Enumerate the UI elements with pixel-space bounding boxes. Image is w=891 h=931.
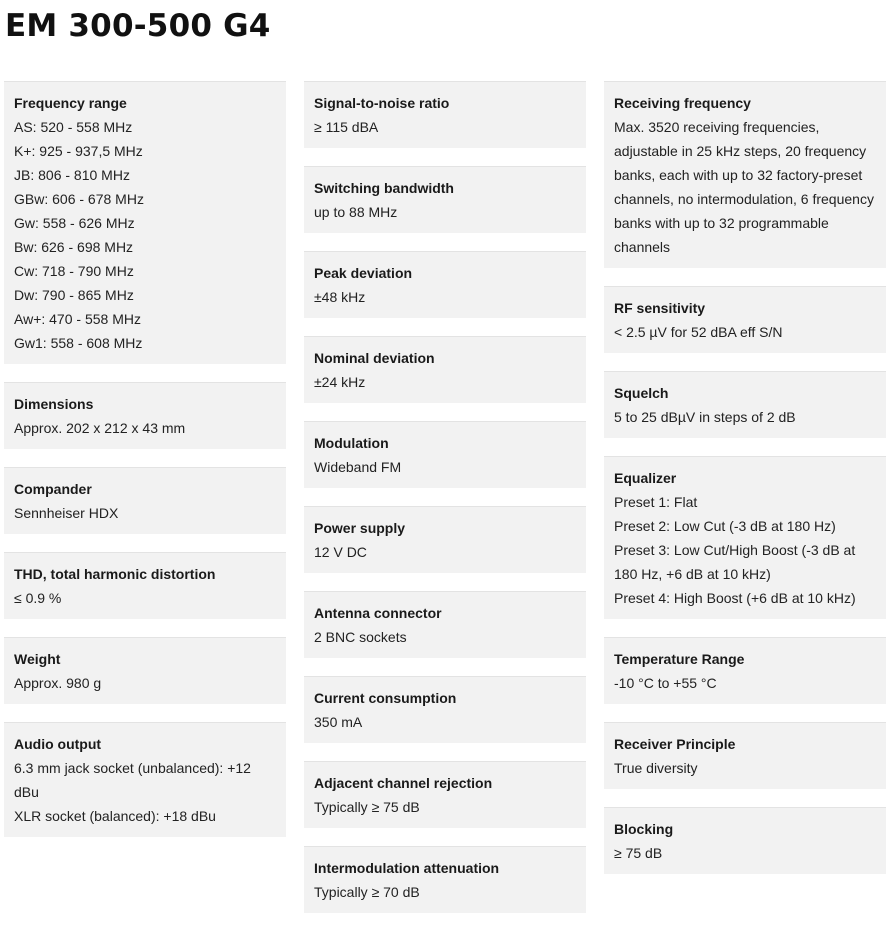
spec-column-2: [304, 81, 586, 931]
spec-value: AS: 520 - 558 MHz: [14, 119, 133, 135]
spec-card-squelch: [604, 371, 886, 438]
spec-value: Preset 2: Low Cut (-3 dB at 180 Hz): [614, 518, 836, 534]
spec-title: Peak deviation: [314, 265, 413, 281]
spec-value: up to 88 MHz: [314, 204, 398, 220]
spec-column-3: [604, 81, 886, 892]
spec-title: Adjacent channel rejection: [314, 775, 493, 791]
spec-title: Nominal deviation: [314, 350, 435, 366]
spec-card-equalizer: [604, 456, 886, 619]
spec-title: Dimensions: [14, 396, 94, 412]
spec-value: Dw: 790 - 865 MHz: [14, 287, 134, 303]
spec-value: 6.3 mm jack socket (unbalanced): +12 dBu: [14, 760, 251, 800]
spec-value: Sennheiser HDX: [14, 505, 119, 521]
spec-title: Switching bandwidth: [314, 180, 454, 196]
spec-value: GBw: 606 - 678 MHz: [14, 191, 144, 207]
spec-card-rf-sensitivity: [604, 286, 886, 353]
spec-value: Preset 1: Flat: [614, 494, 698, 510]
spec-title: Receiver Principle: [614, 736, 736, 752]
spec-column-1: [4, 81, 286, 855]
spec-card-nominal-deviation: [304, 336, 586, 403]
spec-title: Equalizer: [614, 470, 677, 486]
spec-value: 2 BNC sockets: [314, 629, 407, 645]
spec-value: K+: 925 - 937,5 MHz: [14, 143, 143, 159]
spec-card-weight: [4, 637, 286, 704]
spec-value: Typically ≥ 70 dB: [314, 884, 420, 900]
spec-value: JB: 806 - 810 MHz: [14, 167, 130, 183]
spec-value: ≥ 115 dBA: [314, 119, 379, 135]
spec-value: -10 °C to +55 °C: [614, 675, 717, 691]
page-title: EM 300-500 G4: [5, 8, 271, 44]
spec-card-adjacent-channel-rejection: [304, 761, 586, 828]
spec-card-antenna-connector: [304, 591, 586, 658]
spec-card-blocking: [604, 807, 886, 874]
spec-title: Antenna connector: [314, 605, 442, 621]
spec-title: Weight: [14, 651, 61, 667]
spec-value: Gw: 558 - 626 MHz: [14, 215, 135, 231]
spec-value: Approx. 980 g: [14, 675, 102, 691]
spec-title: Frequency range: [14, 95, 127, 111]
spec-value: ≤ 0.9 %: [14, 590, 62, 606]
spec-value: Bw: 626 - 698 MHz: [14, 239, 134, 255]
spec-value: Gw1: 558 - 608 MHz: [14, 335, 143, 351]
spec-card-switching-bandwidth: [304, 166, 586, 233]
spec-card-dimensions: [4, 382, 286, 449]
spec-title: Modulation: [314, 435, 389, 451]
spec-value: XLR socket (balanced): +18 dBu: [14, 808, 216, 824]
spec-value: Preset 3: Low Cut/High Boost (-3 dB at 180 Hz, +6 dB at 10 kHz): [614, 542, 856, 582]
spec-value: True diversity: [614, 760, 698, 776]
spec-card-power-supply: [304, 506, 586, 573]
spec-card-thd: [4, 552, 286, 619]
spec-value: < 2.5 µV for 52 dBA eff S/N: [614, 324, 783, 340]
spec-card-current-consumption: [304, 676, 586, 743]
spec-card-peak-deviation: [304, 251, 586, 318]
spec-card-intermodulation-attenuation: [304, 846, 586, 913]
spec-value: Wideband FM: [314, 459, 402, 475]
spec-title: Signal-to-noise ratio: [314, 95, 450, 111]
spec-title: Blocking: [614, 821, 674, 837]
spec-value: Cw: 718 - 790 MHz: [14, 263, 134, 279]
spec-value: Max. 3520 receiving frequencies, adjustable in 25 kHz steps, 20 frequency banks, each with up to 32 factory-preset channels, no intermodulation, 6 frequency banks with up to 32 programmable channels: [614, 119, 874, 255]
spec-card-receiving-frequency: [604, 81, 886, 268]
spec-title: THD, total harmonic distortion: [14, 566, 216, 582]
spec-value: Preset 4: High Boost (+6 dB at 10 kHz): [614, 590, 856, 606]
spec-value: Approx. 202 x 212 x 43 mm: [14, 420, 186, 436]
spec-title: Current consumption: [314, 690, 457, 706]
spec-title: Power supply: [314, 520, 406, 536]
spec-card-signal-to-noise: [304, 81, 586, 148]
spec-title: Compander: [14, 481, 92, 497]
spec-title: Intermodulation attenuation: [314, 860, 500, 876]
spec-value: 350 mA: [314, 714, 363, 730]
spec-card-audio-output: [4, 722, 286, 837]
spec-card-receiver-principle: [604, 722, 886, 789]
spec-card-modulation: [304, 421, 586, 488]
spec-title: Temperature Range: [614, 651, 745, 667]
spec-value: 12 V DC: [314, 544, 367, 560]
spec-value: ±48 kHz: [314, 289, 366, 305]
spec-value: ≥ 75 dB: [614, 845, 663, 861]
spec-title: RF sensitivity: [614, 300, 706, 316]
spec-title: Audio output: [14, 736, 102, 752]
spec-card-temperature-range: [604, 637, 886, 704]
spec-title: Receiving frequency: [614, 95, 751, 111]
spec-value: ±24 kHz: [314, 374, 366, 390]
spec-title: Squelch: [614, 385, 669, 401]
spec-card-compander: [4, 467, 286, 534]
spec-value: Typically ≥ 75 dB: [314, 799, 420, 815]
spec-value: 5 to 25 dBµV in steps of 2 dB: [614, 409, 796, 425]
spec-card-frequency-range: [4, 81, 286, 364]
spec-value: Aw+: 470 - 558 MHz: [14, 311, 141, 327]
